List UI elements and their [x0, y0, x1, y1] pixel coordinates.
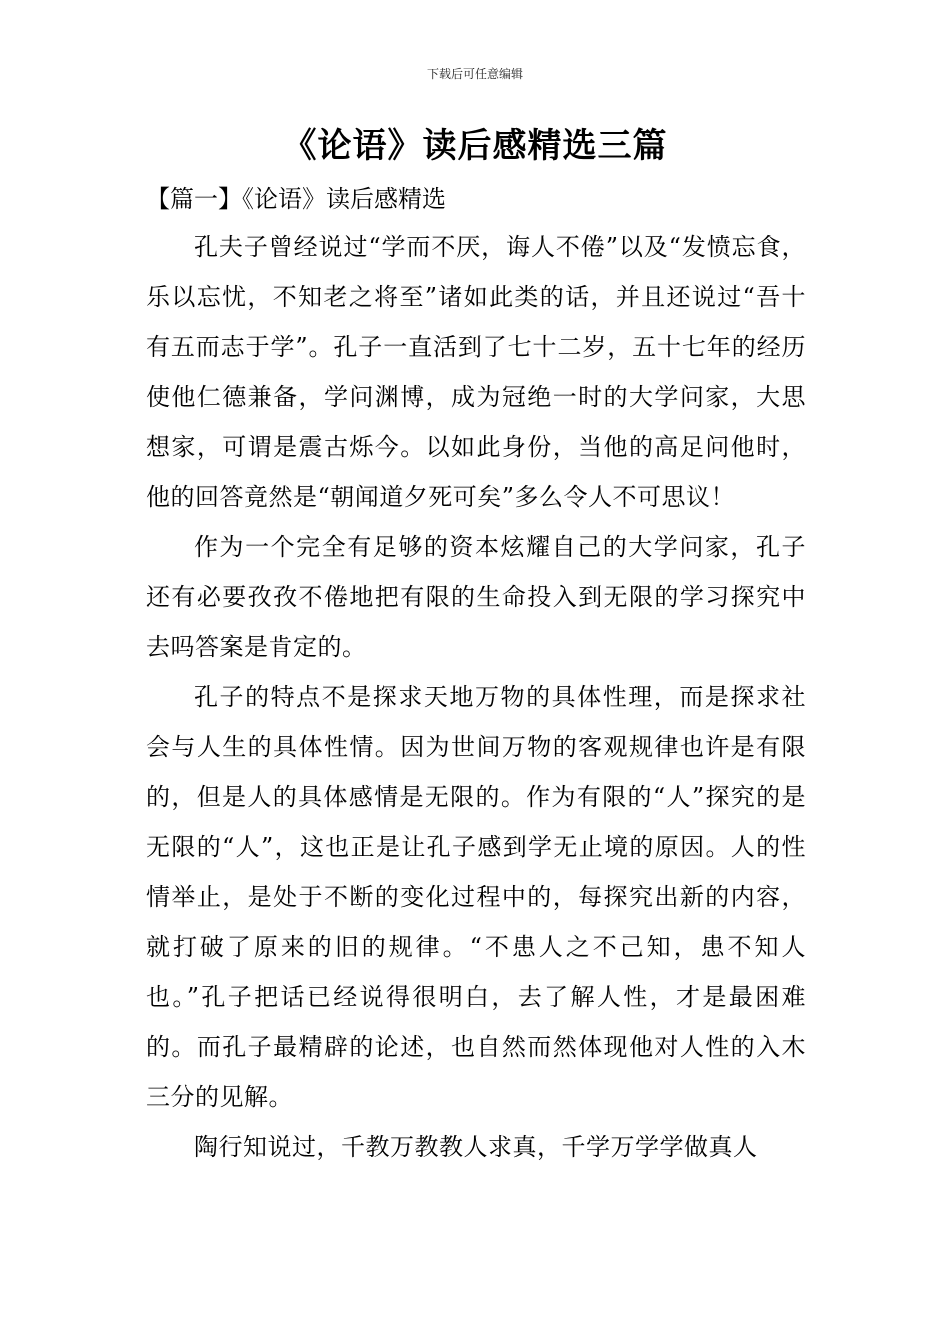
paragraph: 陶行知说过，千教万教教人求真，千学万学学做真人	[194, 1133, 758, 1161]
paragraph: 作为一个完全有足够的资本炫耀自己的大学问家，孔子还有必要孜孜不倦地把有限的生命投入到无限的学习探究中去吗答案是肯定的。	[146, 533, 806, 661]
body-text	[146, 222, 806, 1172]
paragraph: 孔子的特点不是探求天地万物的具体性理，而是探求社会与人生的具体性情。因为世间万物的客观规律也许是有限的，但是人的具体感情是无限的。作为有限的“人”探究的是无限的“人”，这也正是让孔子感到学无止境的原因。人的性情举止，是处于不断的变化过程中的，每探究出新的内容，就打破了原来的旧的规律。“不患人之不己知，患不知人也。”孔子把话已经说得很明白，去了解人性，才是最困难的。而孔子最精辟的论述，也自然而然体现他对人性的入木三分的见解。	[146, 683, 806, 1111]
header-note: 下载后可任意编辑	[426, 67, 523, 81]
section-heading: 【篇一】《论语》读后感精选	[146, 185, 446, 213]
document-title: 《论语》读后感精选三篇	[282, 126, 668, 166]
paragraph: 孔夫子曾经说过“学而不厌，诲人不倦”以及“发愤忘食，乐以忘忧，不知老之将至”诸如此类的话，并且还说过“吾十有五而志于学”。孔子一直活到了七十二岁，五十七年的经历使他仁德兼备，学问渊博，成为冠绝一时的大学问家，大思想家，可谓是震古烁今。以如此身份，当他的高足问他时，他的回答竟然是“朝闻道夕死可矣”多么令人不可思议！	[146, 233, 806, 511]
